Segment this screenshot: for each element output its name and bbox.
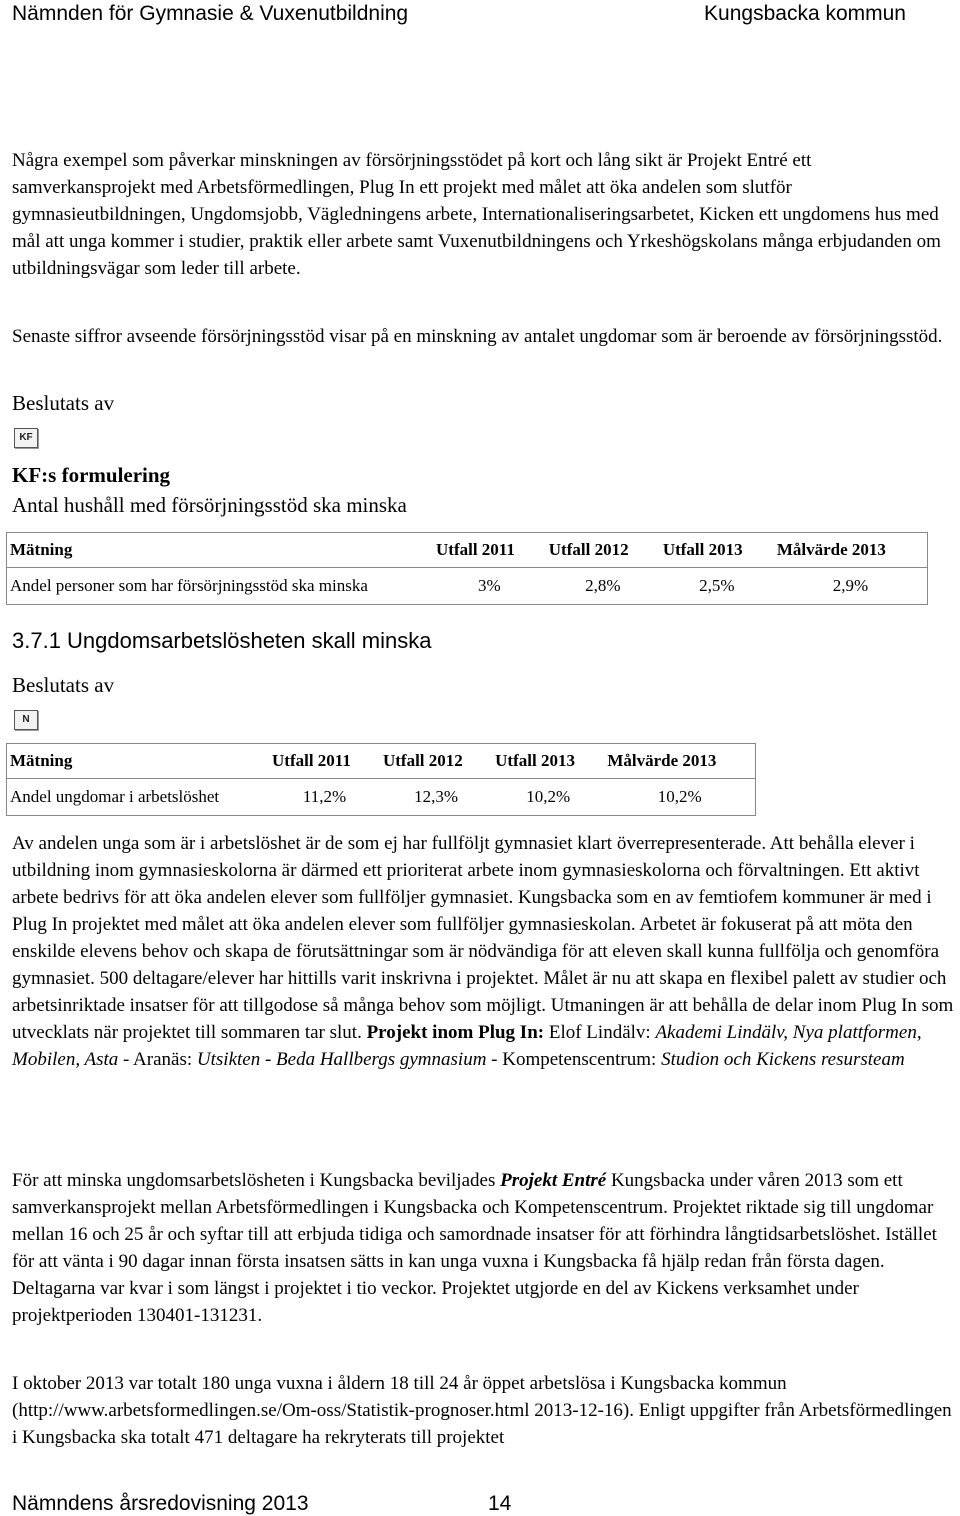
col-malvarde-2013: Målvärde 2013 [774, 533, 928, 568]
p3-italic-b: Utsikten - Beda Hallbergs gymnasium [196, 1049, 487, 1070]
page-number: 14 [488, 1492, 512, 1515]
kf-badge-icon: KF [14, 428, 38, 448]
col-malvarde-2013: Målvärde 2013 [604, 744, 755, 779]
p4-text-rest: Kungsbacka under våren 2013 som ett samverkansprojekt mellan Arbetsförmedlingen i Kungsbacka och Kompetenscentrum. Projektet riktade sig till ungdomar mellan 16 och 25 år och syftar till att erbjuda tidiga och samordnade insatser för att förhindra långtidsarbetslöshet. Istället för att vänta i 90 dagar innan första insatsen sätts in kan unga vuxna i Kungsbacka få hjälp redan från första dagen. Deltagarna var kvar i som längst i projektet i tio veckor. Projektet utgjorde en del av Kickens verksamhet under projektperioden 130401-131231. [12, 1170, 937, 1326]
col-matning: Mätning [7, 533, 434, 568]
p3-text-c: - Kompetenscentrum: [486, 1049, 662, 1070]
cell-value: 10,2% [657, 787, 702, 806]
col-utfall-2012: Utfall 2012 [546, 533, 660, 568]
p4-text: För att minska ungdomsarbetslösheten i Kungsbacka beviljades [12, 1170, 501, 1191]
body-paragraph-4 [12, 1167, 956, 1329]
p3-text: Av andelen unga som är i arbetslöshet är de som ej har fullföljt gymnasiet klart överrepresenterade. Att behålla elever i utbildning inom gymnasieskolorna är därmed ett prioriterat arbete inom gymnasieskolorna och förvaltningen. Ett aktivt arbete bedrivs för att öka andelen elever som fullföljer gymnasiet. Kungsbacka som en av femtiofem kommuner är med i Plug In projektet med målet att öka andelen elever som fullföljer gymnasieskolan. Arbetet är fokuserat på att möta den enskilde elevens behov och skapa de förutsättningar som är nödvändiga för att eleven skall kunna fullfölja och genomföra gymnasiet. 500 deltagare/elever har hittills varit inskrivna i projektet. Målet är nu att skapa en flexibel palett av studier och arbetsinriktade insatser för att tillgodose så många behov som möjligt. Utmaningen är att behålla de delar inom Plug In som utvecklats när projektet till sommaren tar slut. [12, 833, 954, 1043]
formulation-text: Antal hushåll med försörjningsstöd ska minska [12, 493, 407, 517]
header-title: Nämnden för Gymnasie & Vuxenutbildning [12, 2, 409, 25]
formulation-heading: KF:s formulering [12, 463, 171, 487]
body-paragraph-5: I oktober 2013 var totalt 180 unga vuxna i åldern 18 till 24 år öppet arbetslösa i Kungsbacka kommun (http://www.arbetsformedlingen.se/Om-oss/Statistik-prognoser.html 2013-12-16). Enligt uppgifter från Arbetsförmedlingen i Kungsbacka ska totalt 471 deltagare ha rekryterats till projektet [12, 1373, 952, 1448]
cell-value: 10,2% [526, 787, 571, 806]
col-matning: Mätning [7, 744, 270, 779]
col-utfall-2011: Utfall 2011 [269, 744, 380, 779]
decided-by-heading-2: Beslutats av [12, 673, 115, 697]
measurement-table-2 [6, 743, 756, 816]
table-row [7, 779, 756, 816]
intro-paragraph-1: Några exempel som påverkar minskningen av försörjningsstödet på kort och lång sikt är Projekt Entré ett samverkansprojekt med Arbetsförmedlingen, Plug In ett projekt med målet att öka andelen som slutför gymnasieutbildningen, Ungdomsjobb, Vägledningens arbete, Internationaliseringsarbetet, Kicken ett ungdomens hus med mål att unga kommer i studier, praktik eller arbete samt Vuxenutbildningens och Yrkeshögskolans många erbjudanden om utbildningsvägar som leder till arbete. [12, 150, 941, 279]
col-utfall-2011: Utfall 2011 [433, 533, 546, 568]
p3-italic-c: Studion och Kickens resursteam [661, 1049, 905, 1070]
p4-bold-italic: Projekt Entré [500, 1170, 607, 1191]
cell-value: 2,9% [832, 576, 869, 595]
cell-value: 12,3% [414, 787, 459, 806]
cell-value: 2,5% [699, 576, 735, 595]
table-row [7, 568, 928, 605]
body-paragraph-3 [12, 830, 956, 1073]
cell-value: 2,8% [585, 576, 621, 595]
col-utfall-2013: Utfall 2013 [660, 533, 774, 568]
col-utfall-2012: Utfall 2012 [380, 744, 492, 779]
measurement-table-1 [6, 532, 928, 605]
p3-text-a: Elof Lindälv: [544, 1022, 656, 1043]
col-utfall-2013: Utfall 2013 [492, 744, 604, 779]
section-title: 3.7.1 Ungdomsarbetslösheten skall minska [12, 628, 432, 653]
cell-value: 3% [478, 576, 501, 595]
table-header-row [7, 744, 756, 779]
table-header-row [7, 533, 928, 568]
decided-by-heading-1: Beslutats av [12, 391, 115, 415]
cell-measurement: Andel personer som har försörjningsstöd ska minska [10, 576, 368, 595]
n-badge-icon: N [14, 710, 38, 730]
cell-measurement: Andel ungdomar i arbetslöshet [10, 787, 220, 806]
p3-text-b: - Aranäs: [118, 1049, 197, 1070]
p3-bold: Projekt inom Plug In: [366, 1022, 545, 1043]
header-organization: Kungsbacka kommun [704, 2, 906, 25]
cell-value: 11,2% [302, 787, 347, 806]
intro-paragraph-2: Senaste siffror avseende försörjningsstöd visar på en minskning av antalet ungdomar som är beroende av försörjningsstöd. [12, 326, 943, 347]
p3-italic-a: Akademi Lindälv, Nya plattformen, Mobilen, Asta [12, 1022, 922, 1070]
footer-title: Nämndens årsredovisning 2013 [12, 1492, 309, 1515]
